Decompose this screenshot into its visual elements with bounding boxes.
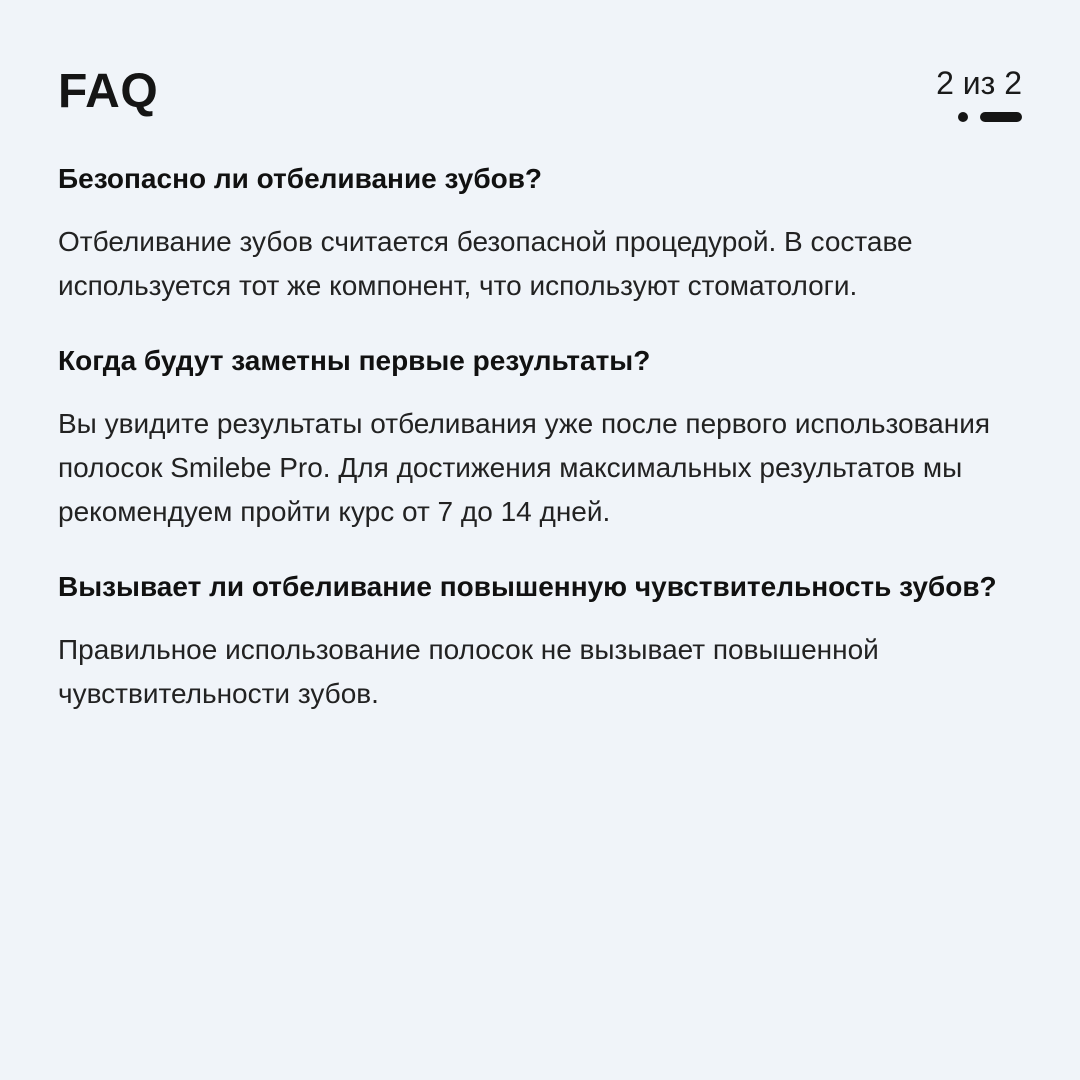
active-page-dot (980, 112, 1022, 122)
faq-answer: Отбеливание зубов считается безопасной процедурой. В составе используется тот же компонент, что используют стоматологи. (58, 226, 913, 301)
faq-item (58, 564, 1022, 716)
page-title: FAQ (58, 65, 159, 118)
inactive-page-dot (958, 112, 968, 122)
pagination (936, 64, 1022, 122)
faq-answer: Правильное использование полосок не вызывает повышенной чувствительности зубов. (58, 634, 879, 709)
faq-question: Безопасно ли отбеливание зубов? (58, 163, 543, 194)
faq-item (58, 338, 1022, 534)
page-indicator: 2 из 2 (936, 65, 1022, 101)
faq-question: Вызывает ли отбеливание повышенную чувствительность зубов? (58, 571, 997, 602)
faq-answer: Вы увидите результаты отбеливания уже после первого использования полосок Smilebe Pro. Для достижения максимальных результатов мы рекомендуем пройти курс от 7 до 14 дней. (58, 408, 990, 527)
pagination-dots (936, 112, 1022, 122)
faq-item (58, 156, 1022, 308)
faq-list (58, 156, 1022, 746)
header (58, 0, 1022, 150)
faq-question: Когда будут заметны первые результаты? (58, 345, 651, 376)
